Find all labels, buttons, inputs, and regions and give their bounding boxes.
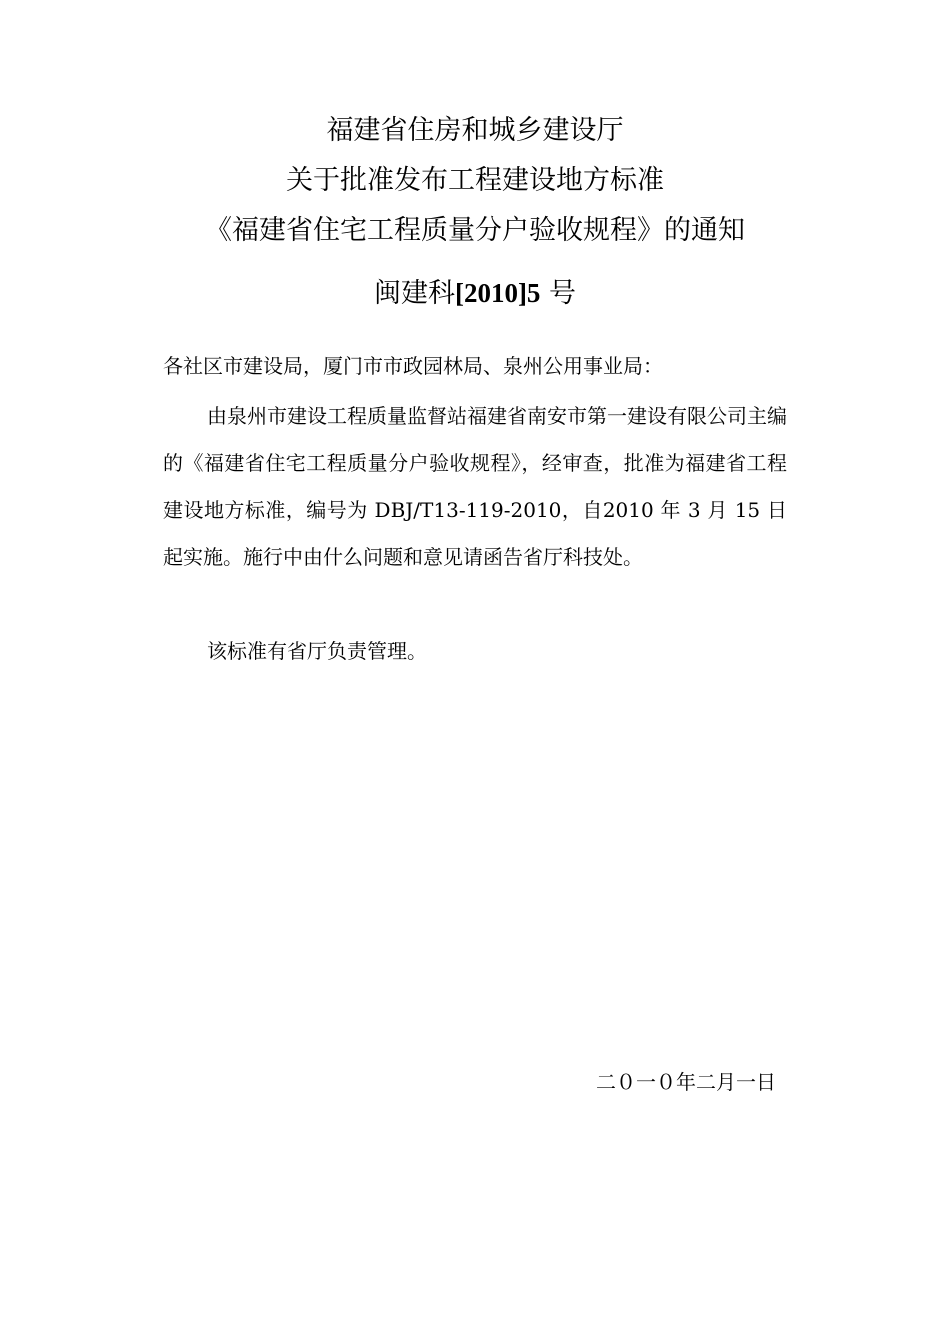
title-line-issuer: 福建省住房和城乡建设厅 bbox=[326, 115, 624, 146]
body-paragraph-main: 由泉州市建设工程质量监督站福建省南安市第一建设有限公司主编的《福建省住宅工程质量分户验收规程》，经审查，批准为福建省工程建设地方标准，编号为 DBJ/T13-119-2010，自2010 年 3 月 15 日起实施。施行中由什么问题和意见请函告省厅科技处。 bbox=[163, 404, 787, 569]
document-number-value: [2010]5 bbox=[454, 278, 541, 308]
title-line-standard-name: 《福建省住宅工程质量分户验收规程》的通知 bbox=[205, 215, 745, 246]
body-paragraph-management: 该标准有省厅负责管理。 bbox=[207, 639, 427, 663]
document-number bbox=[0, 273, 950, 314]
document-number-suffix: 号 bbox=[540, 278, 577, 309]
title-line-subject: 关于批准发布工程建设地方标准 bbox=[286, 165, 664, 196]
addressee: 各社区市建设局，厦门市市政园林局、泉州公用事业局： bbox=[163, 354, 663, 378]
document-number-prefix: 闽建科 bbox=[373, 278, 455, 309]
issue-date: 二０一０年二月一日 bbox=[596, 1070, 776, 1094]
